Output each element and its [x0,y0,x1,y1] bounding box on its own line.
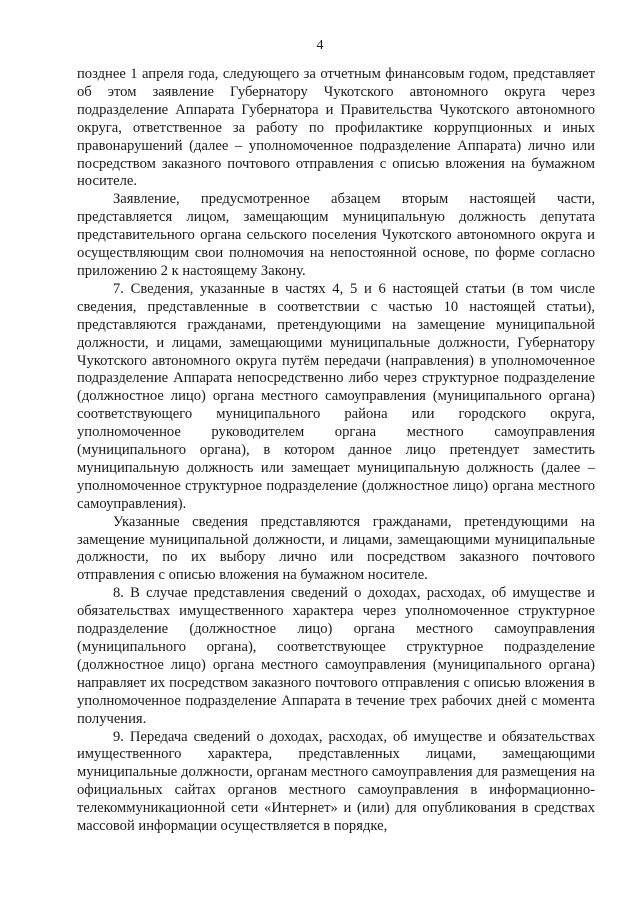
paragraph-submission-method: Указанные сведения представляются гражданами, претендующими на замещение муниципальной должности, и лицами, замещающими муниципальные должности, по их выбору лично или посредством заказного почтового отправления с описью вложения на бумажном носителе. [77,513,595,584]
page-number: 4 [316,38,324,53]
document-body [77,66,595,836]
paragraph-part-7: 7. Сведения, указанные в частях 4, 5 и 6 настоящей статьи (в том числе сведения, представленные в соответствии с частью 10 настоящей статьи), представляются гражданами, претендующими на замещение муниципальной должности, и лицами, замещающими муниципальные должности, Губернатору Чукотского автономного округа путём передачи (направления) в уполномоченное подразделение Аппарата непосредственно либо через структурное подразделение (должностное лицо) органа местного самоуправления (муниципального органа) соответствующего муниципального района или городского округа, уполномоченное руководителем органа местного самоуправления (муниципального органа), в котором данное лицо претендует заместить муниципальную должность или замещает муниципальную должность (далее – уполномоченное структурное подразделение (должностное лицо) органа местного самоуправления). [77,280,595,512]
paragraph-continuation: позднее 1 апреля года, следующего за отчетным финансовым годом, представляет об этом заявление Губернатору Чукотского автономного округа через подразделение Аппарата Губернатора и Правительства Чукотского автономного округа, ответственное за работу по профилактике коррупционных и иных правонарушений (далее – уполномоченное подразделение Аппарата) лично или посредством заказного почтового отправления с описью вложения на бумажном носителе. [77,66,595,190]
paragraph-part-9: 9. Передача сведений о доходах, расходах, об имуществе и обязательствах имущественного характера, представленных лицами, замещающими муниципальные должности, органам местного самоуправления для размещения на официальных сайтах органов местного самоуправления в информационно-телекоммуникационной сети «Интернет» и (или) для опубликования в средствах массовой информации осуществляется в порядке, [77,728,595,835]
paragraph-application-form: Заявление, предусмотренное абзацем вторым настоящей части, представляется лицом, замещающим муниципальную должность депутата представительного органа сельского поселения Чукотского автономного округа и осуществляющим свои полномочия на непостоянной основе, по форме согласно приложению 2 к настоящему Закону. [77,191,595,279]
paragraph-part-8: 8. В случае представления сведений о доходах, расходах, об имуществе и обязательствах имущественного характера через уполномоченное структурное подразделение (должностное лицо) органа местного самоуправления (муниципального органа), соответствующее структурное подразделение (должностное лицо) органа местного самоуправления (муниципального органа) направляет их посредством заказного почтового отправления с описью вложения в уполномоченное подразделение Аппарата в течение трех рабочих дней с момента получения. [77,585,595,727]
